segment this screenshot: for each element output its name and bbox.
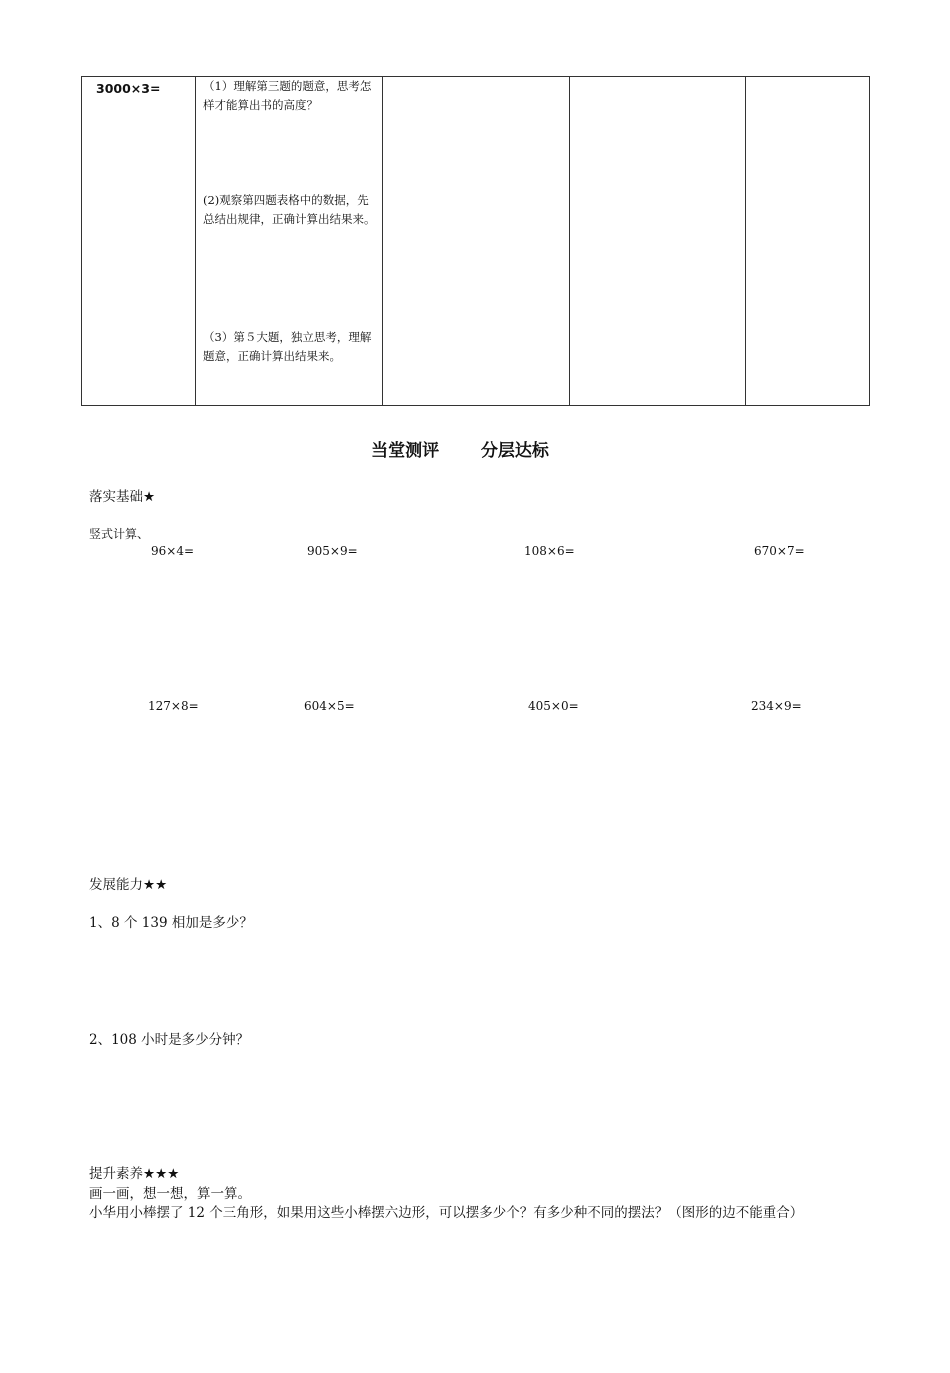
calc-item: 405×0=	[528, 699, 579, 713]
table-step-3: （3）第５大题，独立思考，理解题意，正确计算出结果来。	[203, 330, 372, 363]
heading-left: 当堂测评	[371, 441, 440, 461]
advance-title-text: 提升素养	[89, 1166, 143, 1182]
advance-line-2: 小华用小棒摆了 12 个三角形，如果用这些小棒摆六边形，可以摆多少个？有多少种不同的摆法？（图形的边不能重合）	[89, 1205, 804, 1221]
table-divider	[382, 77, 383, 405]
calc-item: 604×5=	[304, 699, 355, 713]
basic-section-title	[89, 485, 155, 505]
calc-item: 96×4=	[151, 544, 195, 558]
basic-instruction: 竖式计算、	[89, 527, 150, 541]
table-step-2: (2)观察第四题表格中的数据，先总结出规律，正确计算出结果来。	[203, 193, 376, 226]
advance-section-title	[89, 1162, 179, 1182]
lesson-table	[81, 76, 870, 406]
section-heading	[0, 436, 920, 461]
table-divider	[569, 77, 570, 405]
calc-item: 108×6=	[524, 544, 575, 558]
star-rating: ★★	[143, 877, 168, 893]
star-rating: ★	[143, 489, 156, 505]
advance-line-1: 画一画，想一想，算一算。	[89, 1186, 251, 1202]
table-divider	[195, 77, 196, 405]
question-2: 2、108 小时是多少分钟？	[89, 1032, 250, 1048]
table-divider	[745, 77, 746, 405]
calc-item: 670×7=	[754, 544, 805, 558]
table-cell-expression: 3000×3=	[96, 81, 161, 96]
calc-item: 127×8=	[148, 699, 199, 713]
calc-item: 905×9=	[307, 544, 358, 558]
star-rating: ★★★	[143, 1166, 180, 1182]
develop-title-text: 发展能力	[89, 877, 143, 893]
question-1: 1、8 个 139 相加是多少？	[89, 915, 253, 931]
develop-section-title	[89, 873, 167, 893]
heading-right: 分层达标	[480, 441, 549, 461]
calc-item: 234×9=	[751, 699, 802, 713]
basic-title-text: 落实基础	[89, 489, 143, 505]
table-step-1: （1）理解第三题的题意，思考怎样才能算出书的高度？	[203, 79, 372, 112]
